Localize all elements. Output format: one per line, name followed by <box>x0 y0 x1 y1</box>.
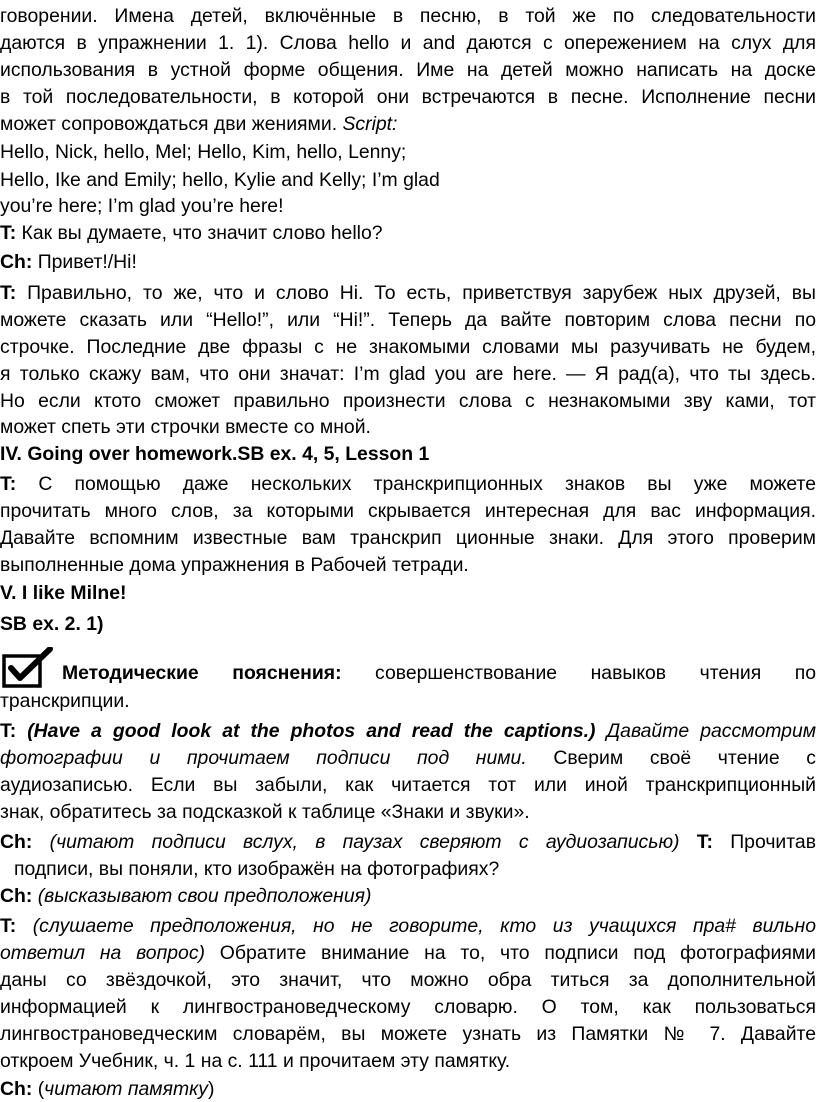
checkbox-icon <box>2 647 54 689</box>
speaker-label: T: <box>0 720 17 742</box>
dialogue-line <box>0 718 816 746</box>
dialogue-line <box>0 249 816 277</box>
method-label: Методические пояснения: <box>62 662 342 684</box>
dialogue-line <box>0 829 816 857</box>
dialogue-line: Давайте вспомним известные вам транскрип ционные знаки. Для этого проверим <box>0 527 816 549</box>
dialogue-line <box>0 913 816 941</box>
speaker-label: T: <box>696 831 713 853</box>
dialogue-text: Прочитав <box>730 831 816 853</box>
dialogue-text: Правильно, то же, что и слово Hi. То есть, приветствуя зарубеж ных друзей, вы <box>27 282 816 304</box>
paragraph-line <box>0 111 816 139</box>
dialogue-text: С помощью даже нескольких транскрипционных знаков вы уже можете <box>38 473 816 495</box>
stage-direction: (высказывают свои предположения) <box>37 885 372 907</box>
paren-open: ( <box>37 1078 45 1100</box>
section-heading: V. I like Milne! <box>0 582 127 604</box>
dialogue-line: откроем Учебник, ч. 1 на с. 111 и прочитаем эту памятку. <box>0 1050 511 1072</box>
exercise-heading: SB ex. 2. 1) <box>0 613 104 635</box>
dialogue-line: Но если ктото сможет правильно произнести слова с незнакомыми зву ками, тот <box>0 390 816 412</box>
speaker-label: Ch: <box>0 1078 33 1100</box>
dialogue-line: может спеть эти строчки вместе со мной. <box>0 416 371 438</box>
dialogue-text: Сверим своё чтение с <box>553 747 816 769</box>
song-line: you’re here; I’m glad you’re here! <box>0 195 284 217</box>
dialogue-line: даны со звёздочкой, это значит, что можно обра титься за дополнительной <box>0 969 816 991</box>
russian-instruction: фотографии и прочитаем подписи под ними. <box>0 747 527 769</box>
speaker-label: T: <box>0 222 17 244</box>
stage-direction: ответил на вопрос) <box>0 942 205 964</box>
paragraph-line: в той последовательности, в которой они встречаются в песне. Исполнение песни <box>0 86 816 108</box>
dialogue-line: аудиозаписью. Если вы забыли, как читается тот или иной транскрипционный <box>0 774 816 796</box>
paren-close: ) <box>207 1078 215 1100</box>
method-text: совершенствование навыков чтения по <box>375 662 816 684</box>
method-note <box>62 660 816 688</box>
dialogue-line <box>0 220 816 248</box>
speaker-label: Ch: <box>0 251 33 273</box>
speaker-label: Ch: <box>0 885 33 907</box>
dialogue-line <box>0 280 816 308</box>
dialogue-line: информацией к лингвострановедческому словарю. О том, как пользоваться <box>0 996 816 1018</box>
dialogue-line: подписи, вы поняли, кто изображён на фотографиях? <box>14 858 500 880</box>
speaker-label: T: <box>0 282 17 304</box>
stage-direction: читают памятку <box>44 1078 208 1100</box>
dialogue-line: знак, обратитесь за подсказкой к таблице «Знаки и звуки». <box>0 801 530 823</box>
dialogue-line: выполненные дома упражнения в Рабочей тетради. <box>0 554 469 576</box>
english-instruction: (Have a good look at the photos and read the captions.) <box>27 720 596 742</box>
song-line: Hello, Nick, hello, Mel; Hello, Kim, hello, Lenny; <box>0 141 407 163</box>
dialogue-line <box>0 471 816 499</box>
dialogue-line: можете сказать или “Hello!”, или “Hi!”. Теперь да вайте повторим слова песни по <box>0 309 816 331</box>
dialogue-line <box>0 940 816 968</box>
dialogue-line: я только скажу вам, что они значат: I’m glad you are here. — Я рад(а), что ты здесь. <box>0 363 816 385</box>
dialogue-line <box>0 883 816 911</box>
method-note: транскрипции. <box>0 690 130 712</box>
dialogue-line <box>0 1076 816 1102</box>
dialogue-line: лингвострановедческим словарём, вы можете узнать из Памятки № 7. Давайте <box>0 1023 816 1045</box>
dialogue-text: Как вы думаете, что значит слово hello? <box>21 222 383 244</box>
paragraph-line: говорении. Имена детей, включённые в песню, в той же по следовательности <box>0 5 816 27</box>
dialogue-text: Обратите внимание на то, что подписи под фотографиями <box>219 942 816 964</box>
dialogue-line: прочитать много слов, за которыми скрывается интересная для вас информация. <box>0 500 816 522</box>
section-heading: IV. Going over homework.SB ex. 4, 5, Lesson 1 <box>0 443 430 465</box>
dialogue-line <box>0 745 816 773</box>
stage-direction: (слушаете предположения, но не говорите, кто из учащихся пра# вильно <box>32 915 816 937</box>
speaker-label: T: <box>0 915 17 937</box>
russian-instruction: Давайте рассмотрим <box>606 720 816 742</box>
dialogue-line: строчке. Последние две фразы с не знакомыми словами мы разучивать не будем, <box>0 336 816 358</box>
speaker-label: Ch: <box>0 831 33 853</box>
dialogue-text: Привет!/Hi! <box>37 251 137 273</box>
paragraph-text: может сопровождаться дви жениями. <box>0 113 338 135</box>
stage-direction: (читают подписи вслух, в паузах сверяют с аудиозаписью) <box>49 831 680 853</box>
paragraph-line: использования в устной форме общения. Име на детей можно написать на доске <box>0 59 816 81</box>
speaker-label: T: <box>0 473 17 495</box>
script-label: Script: <box>342 113 398 135</box>
song-line: Hello, Ike and Emily; hello, Kylie and Kelly; I’m glad <box>0 169 440 191</box>
paragraph-line: даются в упражнении 1. 1). Слова hello и and даются с опережением на слух для <box>0 32 816 54</box>
